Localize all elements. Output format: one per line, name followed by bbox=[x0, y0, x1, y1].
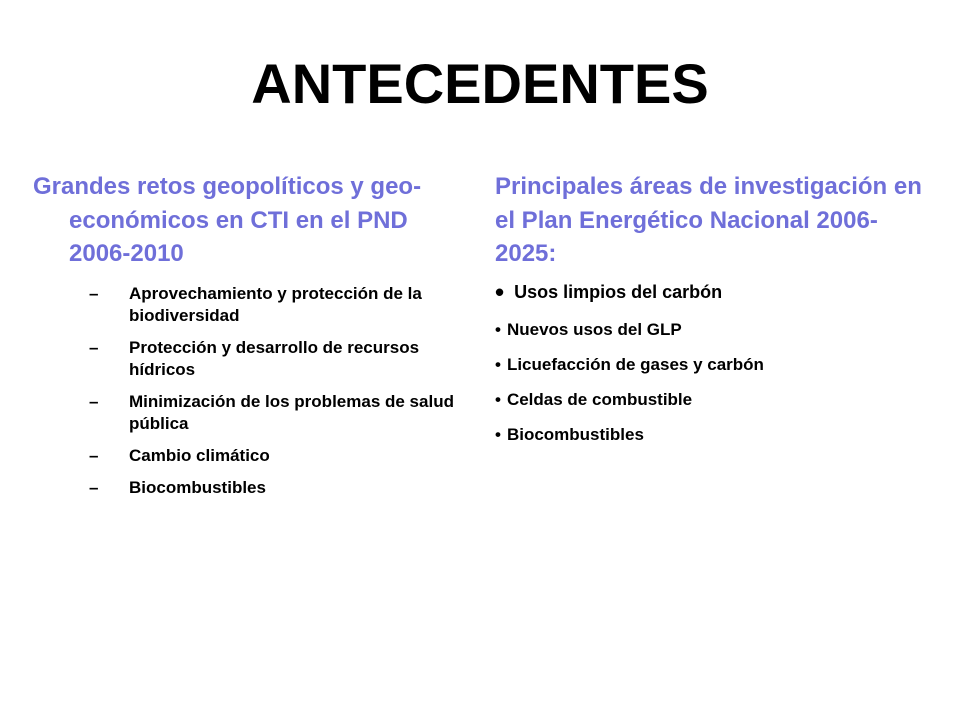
dash-marker: – bbox=[89, 478, 99, 498]
list-item-text: Biocombustibles bbox=[506, 425, 644, 445]
list-item-text: Cambio climático bbox=[129, 446, 270, 466]
dash-marker: – bbox=[89, 283, 99, 303]
dash-marker: – bbox=[89, 337, 99, 357]
slide-title: ANTECEDENTES bbox=[251, 52, 709, 115]
dash-marker: – bbox=[89, 446, 99, 466]
left-column bbox=[33, 170, 458, 510]
list-item-text: Biocombustibles bbox=[129, 478, 266, 498]
list-item-text: Aprovechamiento y protección de la biodiversidad bbox=[129, 283, 422, 325]
list-item bbox=[495, 389, 925, 411]
list-item bbox=[495, 424, 925, 446]
left-column-heading: Grandes retos geopolíticos y geo-económicos en CTI en el PND 2006-2010 bbox=[33, 173, 422, 268]
list-item-text: Licuefacción de gases y carbón bbox=[506, 355, 764, 375]
bullet-marker: • bbox=[495, 390, 501, 410]
list-item-text: Nuevos usos del GLP bbox=[506, 320, 682, 340]
bullet-marker: • bbox=[495, 320, 501, 340]
left-column-list bbox=[33, 283, 458, 500]
list-item bbox=[33, 445, 458, 467]
list-item-text: Protección y desarrollo de recursos hídricos bbox=[129, 337, 420, 380]
list-item bbox=[495, 354, 925, 376]
dash-marker: – bbox=[89, 392, 99, 412]
list-item-text: Minimización de los problemas de salud pública bbox=[129, 392, 454, 434]
list-item bbox=[33, 283, 458, 327]
list-item bbox=[33, 391, 458, 435]
right-column-heading: Principales áreas de investigación en el Plan Energético Nacional 2006-2025: bbox=[495, 173, 922, 268]
right-column-list bbox=[495, 276, 925, 447]
list-item-text: Celdas de combustible bbox=[506, 390, 693, 410]
list-item bbox=[495, 319, 925, 341]
bullet-marker: • bbox=[495, 355, 501, 375]
bullet-marker: • bbox=[495, 425, 501, 445]
bullet-marker: • bbox=[495, 276, 505, 307]
list-item bbox=[33, 477, 458, 499]
list-item-text: Usos limpios del carbón bbox=[514, 281, 723, 302]
list-item bbox=[33, 337, 458, 381]
list-item bbox=[495, 276, 925, 307]
right-column bbox=[495, 170, 925, 460]
